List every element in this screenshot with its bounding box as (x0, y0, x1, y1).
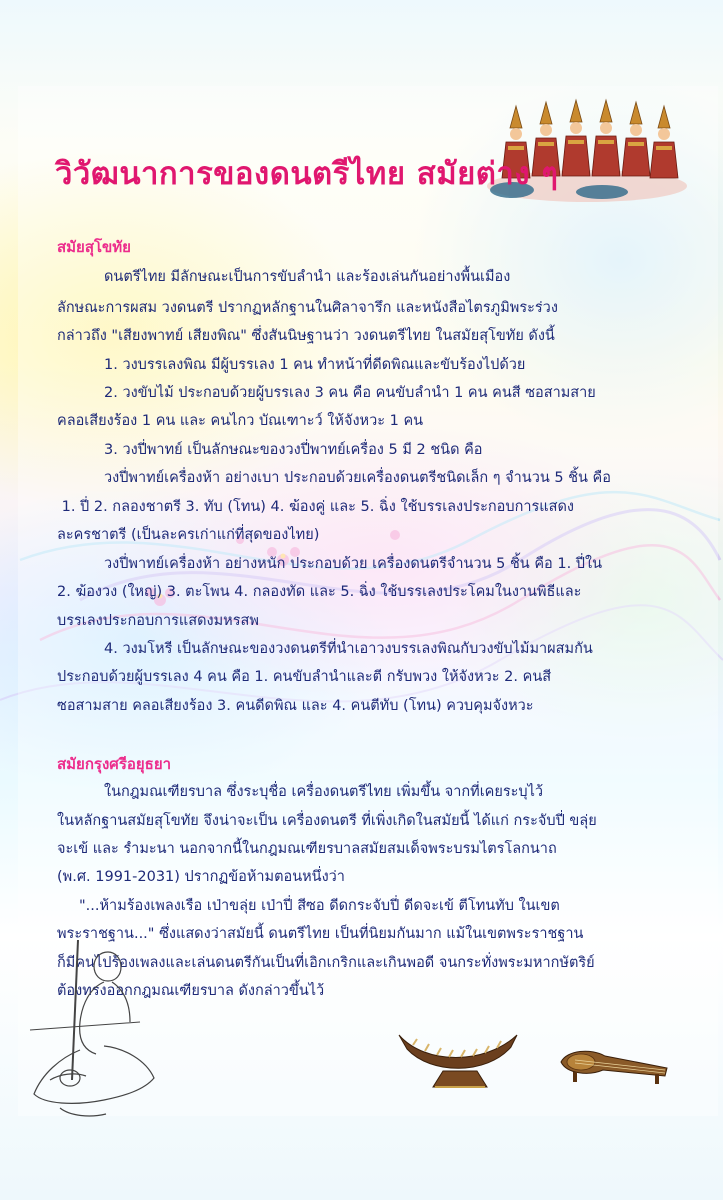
section-heading-sukhothai: สมัยสุโขทัย (57, 238, 131, 256)
text-line: ในกฎมณเฑียรบาล ซึ่งระบุชื่อ เครื่องดนตรีไทย เพิ่มขึ้น จากที่เคยระบุไว้ (104, 784, 544, 800)
text-line: 2. ฆ้องวง (ใหญ่) 3. ตะโพน 4. กลองทัด และ 5. ฉิ่ง ใช้บรรเลงประโคมในงานพิธีและ (57, 584, 582, 600)
text-line: ดนตรีไทย มีลักษณะเป็นการขับลำนำ และร้องเล่นกันอย่างพื้นเมือง (104, 269, 511, 285)
saw-player-sketch (20, 930, 160, 1130)
text-line: พระราชฐาน..." ซึ่งแสดงว่าสมัยนี้ ดนตรีไทย เป็นที่นิยมกันมาก แม้ในเขตพระราชฐาน (57, 926, 584, 942)
text-line: ซอสามสาย คลอเสียงร้อง 3. คนดีดพิณ และ 4. คนตีทับ (โทน) ควบคุมจังหวะ (57, 698, 534, 714)
text-line: ประกอบด้วยผู้บรรเลง 4 คน คือ 1. คนขับลำนำและตี กรับพวง ให้จังหวะ 2. คนสี (57, 669, 552, 685)
ranat-xylophone (395, 1025, 525, 1095)
text-line: 1. วงบรรเลงพิณ มีผู้บรรเลง 1 คน ทำหน้าที่ดีดพิณและขับร้องไปด้วย (104, 357, 526, 373)
page-title: วิวัฒนาการของดนตรีไทย สมัยต่าง ๆ (55, 156, 559, 192)
text-line: จะเข้ และ รำมะนา นอกจากนี้ในกฎมณเฑียรบาลสมัยสมเด็จพระบรมไตรโลกนาถ (57, 841, 557, 857)
jakhe-zither (555, 1040, 675, 1090)
text-line: 4. วงมโหรี เป็นลักษณะของวงดนตรีที่นำเอาวงบรรเลงพิณกับวงขับไม้มาผสมกัน (104, 641, 593, 657)
text-line: วงปี่พาทย์เครื่องห้า อย่างหนัก ประกอบด้วย เครื่องดนตรีจำนวน 5 ชิ้น คือ 1. ปี่ใน (104, 556, 602, 572)
text-line: ต้องทรงออกกฎมณเฑียรบาล ดังกล่าวขึ้นไว้ (57, 983, 325, 999)
text-line: กล่าวถึง "เสียงพาทย์ เสียงพิณ" ซึ่งสันนิษฐานว่า วงดนตรีไทย ในสมัยสุโขทัย ดังนี้ (57, 328, 555, 344)
text-line: 3. วงปี่พาทย์ เป็นลักษณะของวงปี่พาทย์เครื่อง 5 มี 2 ชนิด คือ (104, 442, 483, 458)
section-heading-ayutthaya: สมัยกรุงศรีอยุธยา (57, 755, 172, 773)
text-line: (พ.ศ. 1991-2031) ปรากฏข้อห้ามตอนหนึ่งว่า (57, 869, 345, 885)
text-line: 2. วงขับไม้ ประกอบด้วยผู้บรรเลง 3 คน คือ คนขับลำนำ 1 คน คนสี ซอสามสาย (104, 385, 596, 401)
text-line: ก็มีคนไปร้องเพลงและเล่นดนตรีกันเป็นที่เอิกเกริกและเกินพอดี จนกระทั่งพระมหากษัตริย์ (57, 955, 595, 971)
text-line: ละครชาตรี (เป็นละครเก่าแก่ที่สุดของไทย) (57, 527, 320, 543)
text-line: "...ห้ามร้องเพลงเรือ เป่าขลุ่ย เป่าปี่ สีซอ ดีดกระจับปี่ ดีดจะเข้ ตีโทนทับ ในเขต (79, 898, 560, 914)
text-line: 1. ปี่ 2. กลองชาตรี 3. ทับ (โทน) 4. ฆ้องคู่ และ 5. ฉิ่ง ใช้บรรเลงประกอบการแสดง (57, 499, 574, 515)
text-line: ลักษณะการผสม วงดนตรี ปรากฏหลักฐานในศิลาจารึก และหนังสือไตรภูมิพระร่วง (57, 300, 558, 316)
text-line: ในหลักฐานสมัยสุโขทัย จึงน่าจะเป็น เครื่องดนตรี ที่เพิ่งเกิดในสมัยนี้ ได้แก่ กระจับปี่ ขลุ่ย (57, 813, 597, 829)
text-line: คลอเสียงร้อง 1 คน และ คนไกว บัณเฑาะว์ ให้จังหวะ 1 คน (57, 413, 424, 429)
text-line: บรรเลงประกอบการแสดงมหรสพ (57, 613, 259, 629)
text-line: วงปี่พาทย์เครื่องห้า อย่างเบา ประกอบด้วยเครื่องดนตรีชนิดเล็ก ๆ จำนวน 5 ชิ้น คือ (104, 470, 611, 486)
